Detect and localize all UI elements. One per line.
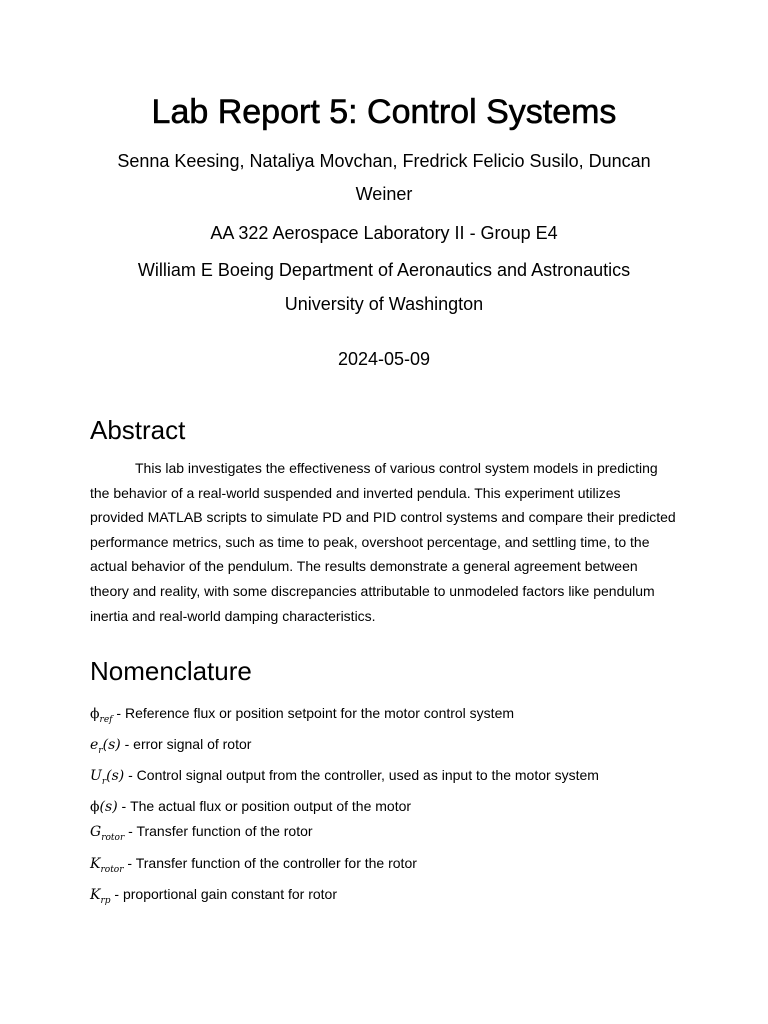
abstract-heading: Abstract: [90, 415, 186, 445]
university-line: University of Washington: [284, 294, 484, 314]
nomenclature-subscript: r: [98, 746, 103, 756]
nomenclature-subscript: r: [101, 777, 107, 787]
report-title: Lab Report 5: Control Systems: [151, 93, 617, 131]
abstract-body: This lab investigates the effectiveness of various control system models in predicting the behavior of a real-world suspended and inverted pendula. This experiment utilizes provided MATLAB scripts to simulate PD and PID control systems and compare their predicted performance metrics, such as time to peak, overshoot percentage, and settling time, to the actual behavior of the pendulum. The results demonstrate a general agreement between theory and reality, with some discrepancies attributable to unmodeled factors like pendulum inertia and real-world damping characteristics.: [90, 460, 676, 624]
course-line: AA 322 Aerospace Laboratory II - Group E4: [210, 223, 558, 243]
nomenclature-item: [90, 734, 251, 757]
nomenclature-argument: (s): [106, 768, 125, 784]
nomenclature-item: [90, 796, 411, 819]
nomenclature-item: [90, 821, 313, 844]
nomenclature-symbol: K: [90, 856, 101, 872]
nomenclature-symbol: ϕ: [90, 799, 100, 815]
nomenclature-description: - Transfer function of the controller for the rotor: [123, 855, 417, 871]
nomenclature-item: [90, 884, 337, 907]
nomenclature-symbol: G: [90, 824, 102, 840]
nomenclature-subscript: rotor: [100, 865, 124, 875]
nomenclature-subscript: ref: [99, 715, 113, 725]
nomenclature-description: - proportional gain constant for rotor: [110, 886, 338, 902]
department-line: William E Boeing Department of Aeronautics and Astronautics: [137, 260, 631, 280]
nomenclature-description: - Reference flux or position setpoint for the motor control system: [112, 705, 515, 721]
nomenclature-symbol: e: [90, 737, 99, 753]
authors-line: Senna Keesing, Nataliya Movchan, Fredrick Felicio Susilo, Duncan Weiner: [117, 151, 651, 204]
nomenclature-item: [90, 853, 417, 876]
nomenclature-subscript: rotor: [101, 833, 125, 843]
nomenclature-description: - The actual flux or position output of the motor: [117, 798, 412, 814]
nomenclature-description: - error signal of rotor: [120, 736, 252, 752]
nomenclature-description: - Transfer function of the rotor: [124, 823, 313, 839]
nomenclature-item: [90, 703, 514, 726]
nomenclature-symbol: ϕ: [90, 706, 100, 722]
nomenclature-symbol: U: [90, 768, 102, 784]
report-date: 2024-05-09: [337, 349, 431, 369]
nomenclature-subscript: rp: [100, 896, 111, 906]
nomenclature-heading: Nomenclature: [90, 656, 252, 686]
nomenclature-symbol: K: [90, 887, 101, 903]
nomenclature-description: - Control signal output from the controller, used as input to the motor system: [124, 767, 599, 783]
nomenclature-argument: (s): [99, 799, 118, 815]
nomenclature-item: [90, 765, 599, 788]
nomenclature-argument: (s): [102, 737, 121, 753]
